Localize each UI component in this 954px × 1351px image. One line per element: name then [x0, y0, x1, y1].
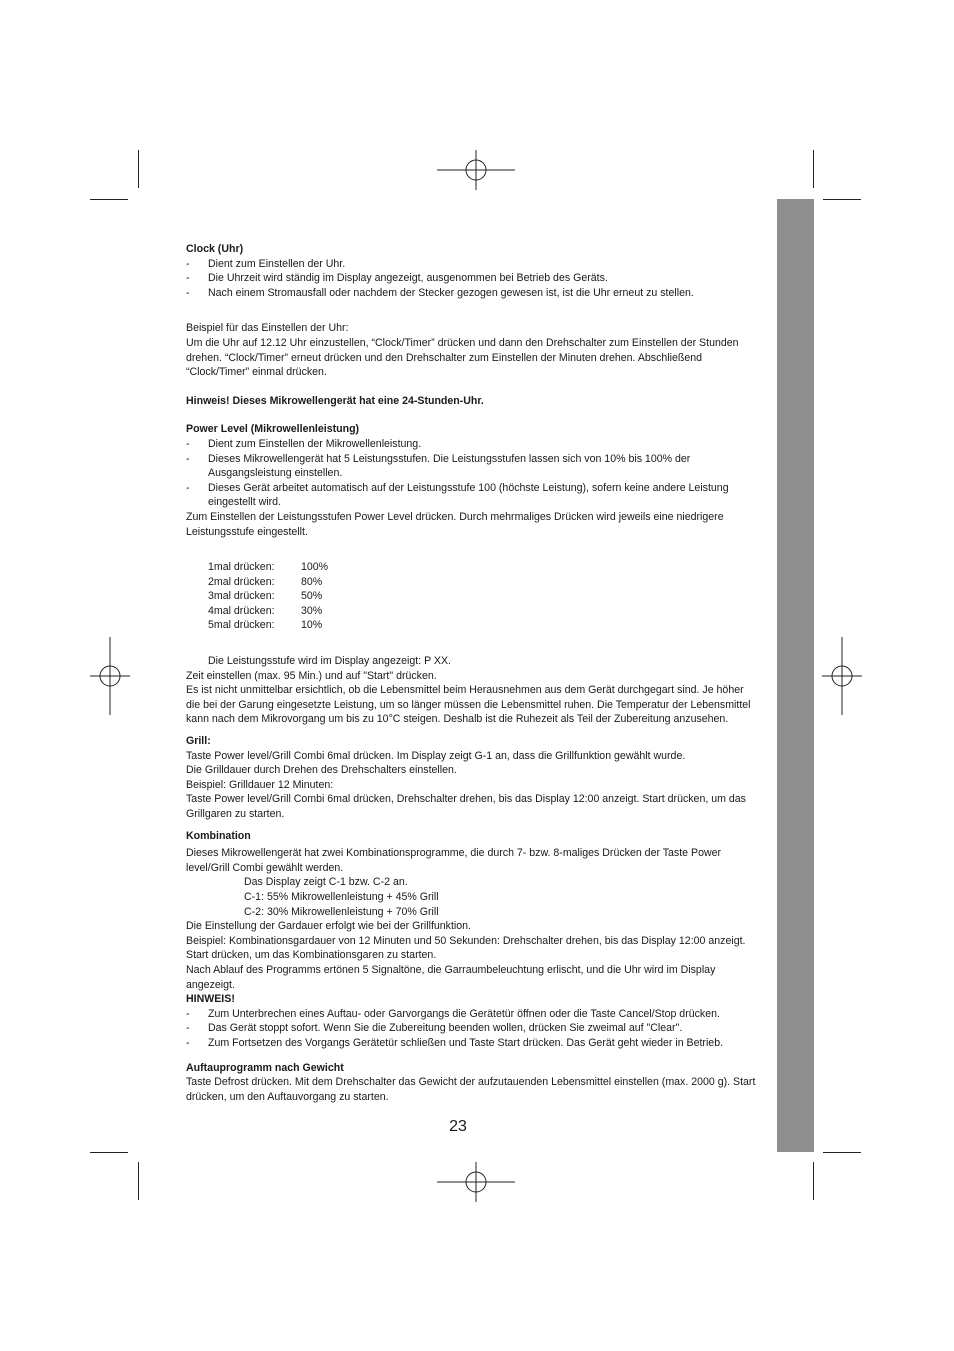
clock-heading: Clock (Uhr): [186, 243, 244, 255]
registration-mark-icon: [437, 1162, 515, 1202]
crop-mark: [138, 1162, 139, 1200]
power-heading: Power Level (Mikrowellenleistung): [186, 423, 360, 436]
power-table-row: [186, 575, 756, 590]
combi-heading: Kombination: [186, 829, 251, 842]
page-content: [186, 242, 756, 1104]
list-item-text: Das Gerät stoppt sofort. Wenn Sie die Zubereitung beenden wollen, drücken Sie zweimal auf "Clear".: [208, 1022, 683, 1035]
combi-indented-line: C-2: 30% Mikrowellenleistung + 70% Grill: [244, 905, 439, 918]
crop-mark: [813, 1162, 814, 1200]
crop-mark: [813, 150, 814, 188]
press-count: 4mal drücken:: [208, 604, 275, 617]
press-count: 3mal drücken:: [208, 590, 275, 603]
power-intro: Zum Einstellen der Leistungsstufen Power Level drücken. Durch mehrmaliges Drücken wird jeweils eine niedrigere Leistungsstufe eingestellt.: [186, 510, 724, 538]
grill-line: Beispiel: Grilldauer 12 Minuten:: [186, 778, 334, 791]
list-item-text: Zum Unterbrechen eines Auftau- oder Garvorgangs die Gerätetür öffnen oder die Taste Cancel/Stop drücken.: [208, 1007, 720, 1020]
bullet-dash: -: [186, 1007, 190, 1020]
list-item-text: Die Uhrzeit wird ständig im Display angezeigt, ausgenommen bei Betrieb des Geräts.: [208, 272, 608, 285]
clock-example-text: Um die Uhr auf 12.12 Uhr einzustellen, “Clock/Timer” drücken und dann den Drehschalter zum Einstellen der Stunden drehen. “Clock/Timer” erneut drücken und den Drehschalter zum Einstellen der Minuten drehen. Abschließend “Clock/Timer” einmal drücken.: [186, 336, 739, 379]
crop-mark: [90, 1152, 128, 1153]
power-value: 30%: [301, 604, 323, 617]
power-value: 10%: [301, 619, 323, 632]
grill-line: Die Grilldauer durch Drehen des Drehschalters einstellen.: [186, 764, 457, 777]
list-item-text: Dieses Gerät arbeitet automatisch auf der Leistungsstufe 100 (höchste Leistung), sofern keine andere Leistung eingestellt wird.: [208, 481, 729, 509]
bullet-dash: -: [186, 437, 190, 450]
bullet-dash: -: [186, 452, 190, 465]
list-item: [186, 1036, 756, 1051]
defrost-text: Taste Defrost drücken. Mit dem Drehschalter das Gewicht der aufzutauenden Lebensmittel einstellen (max. 2000 g). Start drücken, um den Auftauvorgang zu starten.: [186, 1076, 756, 1103]
combi-line: Nach Ablauf des Programms ertönen 5 Signaltöne, die Garraumbeleuchtung erlischt, und die Uhr wird im Display angezeigt.: [186, 963, 716, 991]
press-count: 5mal drücken:: [208, 619, 275, 632]
power-table-row: [186, 604, 756, 619]
power-table-row: [186, 618, 756, 633]
power-rest-note: Es ist nicht unmittelbar ersichtlich, ob die Lebensmittel beim Herausnehmen aus dem Gerät durchgegart sind. Je höher die bei der Garung eingesetzte Leistung, um so länger müssen die Lebensmittel ruhen. Die Temperatur der Lebensmittel kann nach dem Mikrovorgang um bis zu 10°C steigen. Deshalb ist die Ruhezeit als Teil der Zubereitung anzusehen.: [186, 684, 751, 726]
combi-intro: Dieses Mikrowellengerät hat zwei Kombinationsprogramme, die durch 7- bzw. 8-maliges Drücken der Taste Power level/Grill Combi gewählt werden.: [186, 847, 722, 874]
grill-line: Taste Power level/Grill Combi 6mal drücken, Drehschalter drehen, bis das Display 12:00 anzeigt. Start drücken, um das Grillgaren zu starten.: [186, 793, 746, 820]
power-table-row: [186, 589, 756, 604]
registration-mark-icon: [822, 637, 862, 715]
list-item-text: Dient zum Einstellen der Uhr.: [208, 257, 346, 270]
crop-mark: [138, 150, 139, 188]
crop-mark: [90, 199, 128, 200]
bullet-dash: -: [186, 286, 190, 299]
combi-indented-line: Das Display zeigt C-1 bzw. C-2 an.: [244, 876, 408, 889]
crop-mark: [823, 199, 861, 200]
combi-indented-line: C-1: 55% Mikrowellenleistung + 45% Grill: [244, 890, 439, 903]
grill-heading: Grill:: [186, 735, 211, 748]
list-item: [186, 286, 756, 301]
bullet-dash: -: [186, 481, 190, 494]
crop-mark: [823, 1152, 861, 1153]
list-item: [186, 271, 756, 286]
list-item-text: Dieses Mikrowellengerät hat 5 Leistungsstufen. Die Leistungsstufen lassen sich von 10% bis 100% der Ausgangsleistung einstellen.: [208, 452, 691, 480]
bullet-dash: -: [186, 257, 190, 270]
combi-line: Die Einstellung der Gardauer erfolgt wie bei der Grillfunktion.: [186, 920, 471, 933]
list-item: [186, 481, 756, 510]
clock-example-label: Beispiel für das Einstellen der Uhr:: [186, 322, 349, 335]
power-time-note: Zeit einstellen (max. 95 Min.) und auf "Start" drücken.: [186, 669, 437, 682]
combi-note-heading: HINWEIS!: [186, 993, 235, 1006]
list-item: [186, 1021, 756, 1036]
power-value: 50%: [301, 590, 323, 603]
clock-note: Hinweis! Dieses Mikrowellengerät hat eine 24-Stunden-Uhr.: [186, 394, 484, 407]
defrost-heading: Auftauprogramm nach Gewicht: [186, 1061, 344, 1074]
press-count: 2mal drücken:: [208, 575, 275, 588]
list-item-text: Zum Fortsetzen des Vorgangs Gerätetür schließen und Taste Start drücken. Das Gerät geht wieder in Betrieb.: [208, 1036, 724, 1049]
grill-line: Taste Power level/Grill Combi 6mal drücken. Im Display zeigt G-1 an, dass die Grillfunktion gewählt wurde.: [186, 749, 686, 762]
power-table-row: [186, 560, 756, 575]
registration-mark-icon: [437, 150, 515, 190]
bullet-dash: -: [186, 1022, 190, 1035]
list-item-text: Dient zum Einstellen der Mikrowellenleistung.: [208, 437, 422, 450]
page-number: 23: [449, 1118, 467, 1135]
power-display-note: Die Leistungsstufe wird im Display angezeigt: P XX.: [208, 655, 451, 668]
list-item: [186, 437, 756, 452]
combi-line: Beispiel: Kombinationsgardauer von 12 Minuten und 50 Sekunden: Drehschalter drehen, bis das Display 12:00 anzeigt. Start drücken, um das Kombinationsgaren zu starten.: [186, 934, 746, 962]
list-item: [186, 452, 756, 481]
bullet-dash: -: [186, 1036, 190, 1049]
power-value: 80%: [301, 575, 323, 588]
list-item: [186, 1007, 756, 1022]
list-item: [186, 257, 756, 272]
registration-mark-icon: [90, 637, 130, 715]
bullet-dash: -: [186, 272, 190, 285]
power-value: 100%: [301, 561, 329, 574]
side-tab-bar: [777, 199, 814, 1152]
list-item-text: Nach einem Stromausfall oder nachdem der Stecker gezogen gewesen ist, ist die Uhr erneut zu stellen.: [208, 286, 694, 299]
press-count: 1mal drücken:: [208, 561, 275, 574]
